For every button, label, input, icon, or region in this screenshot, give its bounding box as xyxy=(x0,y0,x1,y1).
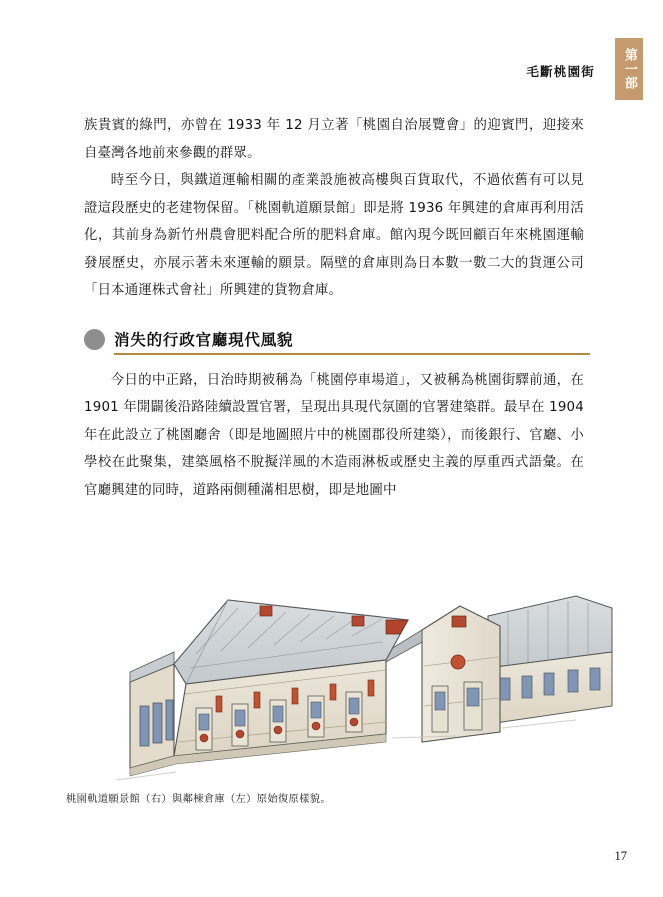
paragraph: 時至今日，與鐵道運輸相關的產業設施被高樓與百貨取代，不過依舊有可以見證這段歷史的老建物保留。「桃園軌道願景館」即是將 1936 年興建的倉庫再利用活化，其前身為新竹州農會肥料配合所的肥料倉庫。館內現今既回顧百年來桃園運輸發展歷史，亦展示著未來運輸的願景。隔壁的倉庫則為日本數一數二大的貨運公司「日本通運株式會社」所興建的貨物倉庫。 xyxy=(84,173,584,298)
filled-circle-icon xyxy=(84,329,105,350)
rear-building xyxy=(488,596,612,724)
paragraph: 族貴賓的綠門，亦曾在 1933 年 12 月立著「桃園自治展覽會」的迎賓門，迎接來自臺灣各地前來參觀的群眾。 xyxy=(84,118,584,161)
main-warehouse xyxy=(130,600,408,776)
running-head: 毛斷桃園街 xyxy=(526,64,595,79)
section-heading xyxy=(84,327,584,357)
text-column xyxy=(84,112,584,504)
section-title: 消失的行政官廳現代風貌 xyxy=(114,330,294,349)
page-number: 17 xyxy=(614,849,627,863)
part-tab xyxy=(615,38,643,100)
part-tab-label: 第一部 xyxy=(621,48,637,90)
heading-divider xyxy=(114,353,590,355)
paragraph: 今日的中正路，日治時期被稱為「桃園停車場道」，又被稱為桃園街驛前通，在 1901 年開闢後沿路陸續設置官署，呈現出具現代氛圍的官署建築群。最早在 1904 年在此設立了桃園廳舍（即是地圖照片中的桃園郡役所建築），而後銀行、官廳、小學校在此聚集，建築風格不脫擬洋風的木造雨淋板或歷史主義的厚重西式語彙。在官廳興建的同時，道路兩側種滿相思樹，即是地圖中 xyxy=(84,372,584,498)
historic-warehouse-illustration xyxy=(56,556,616,806)
figure-caption: 桃園軌道願景館（右）與鄰棟倉庫（左）原始復原樣貌。 xyxy=(66,793,331,805)
